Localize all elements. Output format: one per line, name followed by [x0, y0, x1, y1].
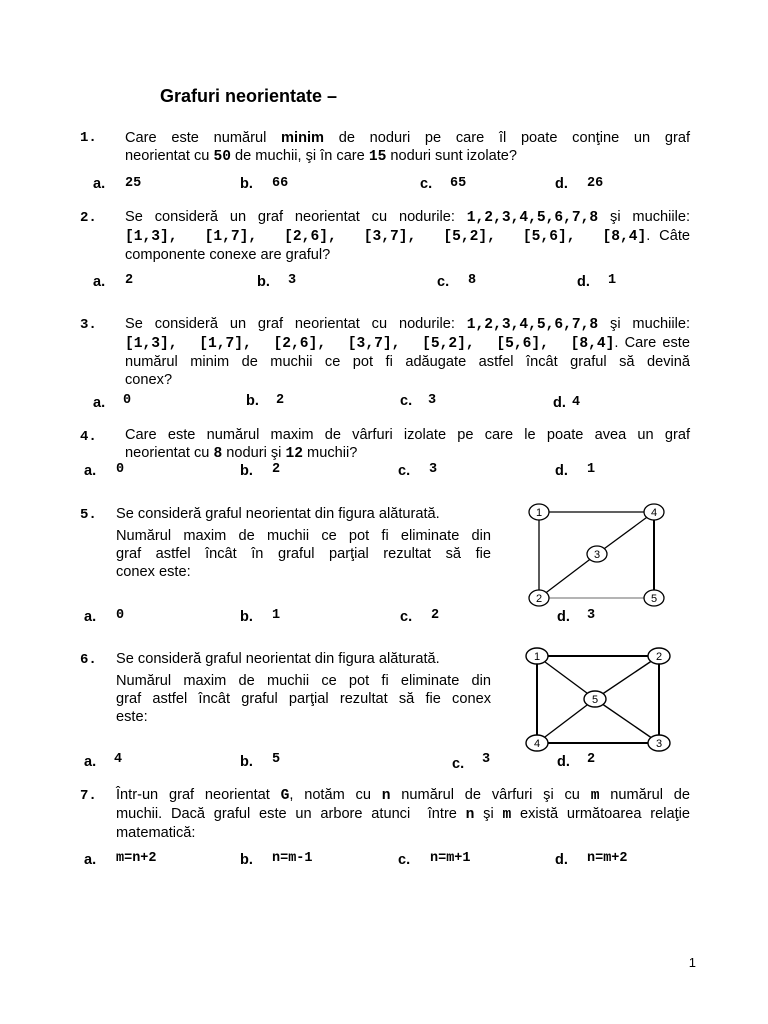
text-run: neorientat cu — [125, 148, 214, 164]
q1-option-b-value[interactable]: 66 — [272, 176, 289, 191]
q6-graph-figure — [515, 643, 685, 753]
q6-option-c-letter: c. — [452, 756, 465, 772]
q5-node-label-4: 4 — [650, 507, 658, 519]
q5-option-a-letter: a. — [84, 609, 97, 625]
question-3-line-3: numărul minim de muchii ce pot fi adăugate astfel încât graful să devină — [125, 354, 690, 370]
q5-node-label-5: 5 — [650, 593, 658, 605]
number-50: 50 — [213, 149, 231, 165]
q6-option-b-letter: b. — [240, 754, 253, 770]
q4-option-c-letter: c. — [398, 463, 411, 479]
q3-option-c-value[interactable]: 3 — [428, 393, 437, 408]
q2-option-c-value[interactable]: 8 — [468, 273, 477, 288]
q6-edge-3-5 — [595, 699, 659, 743]
q2-option-b-letter: b. — [257, 274, 270, 290]
edge-list: [1,3], [1,7], [2,6], [3,7], [5,2], [5,6], [8,4] — [125, 336, 615, 352]
question-2-line-3: componente conexe are graful? — [125, 247, 331, 263]
question-5-line-3: graf astfel încât în graful parţial rezultat să fie — [116, 546, 491, 562]
q4-option-a-value[interactable]: 0 — [116, 462, 125, 477]
q3-option-a-letter: a. — [93, 395, 106, 411]
q5-option-b-letter: b. — [240, 609, 253, 625]
q5-option-c-letter: c. — [400, 609, 413, 625]
q5-graph-figure — [520, 495, 680, 615]
q2-option-d-letter: d. — [577, 274, 590, 290]
number-8: 8 — [213, 446, 223, 462]
text-run: de muchii, şi în care — [230, 148, 369, 164]
question-5-text — [116, 505, 491, 581]
text-run: Se consideră un graf neorientat cu nodurile: — [125, 209, 467, 225]
q5-option-c-value[interactable]: 2 — [431, 608, 440, 623]
q6-option-a-value[interactable]: 4 — [114, 752, 123, 767]
q5-edge-4-3 — [597, 512, 654, 554]
q7-option-d-value[interactable]: n=m+2 — [587, 851, 628, 866]
question-4-number: 4. — [80, 429, 97, 445]
q1-option-a-value[interactable]: 25 — [125, 176, 142, 191]
text-run: noduri şi — [222, 445, 286, 461]
question-3-text — [125, 315, 690, 389]
q7-option-c-letter: c. — [398, 852, 411, 868]
question-2-text — [125, 208, 690, 264]
q6-edge-1-5 — [537, 656, 595, 699]
question-1-number: 1. — [80, 130, 97, 146]
question-7-line-3: matematică: — [116, 825, 196, 841]
var-m: m — [590, 788, 600, 804]
text-run: neorientat cu — [125, 445, 214, 461]
q1-option-a-letter: a. — [93, 176, 106, 192]
text-run: , notăm cu — [289, 787, 382, 803]
q3-option-b-value[interactable]: 2 — [276, 393, 285, 408]
number-12: 12 — [285, 446, 303, 462]
question-7-line-1 — [116, 786, 690, 805]
question-6-line-1: Se consideră graful neorientat din figura alăturată. — [116, 651, 440, 667]
q4-option-d-value[interactable]: 1 — [587, 462, 596, 477]
q2-option-d-value[interactable]: 1 — [608, 273, 617, 288]
question-3-line-4: conex? — [125, 372, 173, 388]
q6-option-d-value[interactable]: 2 — [587, 752, 596, 767]
question-6-text — [116, 650, 491, 726]
page-number: 1 — [688, 955, 696, 970]
q2-option-c-letter: c. — [437, 274, 450, 290]
q6-option-d-letter: d. — [557, 754, 570, 770]
question-6-line-3: graf astfel încât graful parţial rezultat să fie conex — [116, 691, 491, 707]
q3-option-d-letter: d. — [553, 395, 566, 411]
text-run: de noduri pe care îl poate conţine un graf — [324, 130, 691, 146]
page-title: Grafuri neorientate – — [160, 86, 338, 106]
q6-node-label-2: 2 — [655, 651, 663, 663]
q3-option-d-value[interactable]: 4 — [572, 395, 581, 410]
text-run: numărul de vârfuri şi cu — [390, 787, 591, 803]
question-3-line-2 — [125, 334, 690, 353]
q3-option-b-letter: b. — [246, 393, 259, 409]
q1-option-d-letter: d. — [555, 176, 568, 192]
text-run: noduri sunt izolate? — [386, 148, 517, 164]
question-1-line-2 — [125, 147, 690, 166]
emphasis-minim: minim — [281, 130, 325, 146]
q5-node-label-3: 3 — [593, 549, 601, 561]
q6-node-label-1: 1 — [533, 651, 541, 663]
q2-option-a-value[interactable]: 2 — [125, 273, 134, 288]
text-run: şi muchiile: — [598, 316, 691, 332]
q6-node-label-5: 5 — [591, 694, 599, 706]
question-4-text — [125, 426, 690, 463]
node-list: 1,2,3,4,5,6,7,8 — [466, 317, 599, 333]
q5-node-label-1: 1 — [535, 507, 543, 519]
q4-option-d-letter: d. — [555, 463, 568, 479]
question-4-line-2 — [125, 444, 690, 463]
q6-option-b-value[interactable]: 5 — [272, 752, 281, 767]
question-3-line-1 — [125, 315, 690, 334]
var-g: G — [280, 788, 290, 804]
text-run: muchii. Dacă graful este un arbore atunci între — [116, 806, 466, 822]
question-6-line-4: este: — [116, 709, 148, 725]
q3-option-c-letter: c. — [400, 393, 413, 409]
q7-option-a-value[interactable]: m=n+2 — [116, 851, 157, 866]
q7-option-a-letter: a. — [84, 852, 97, 868]
var-n: n — [381, 788, 391, 804]
text-run: . Câte — [646, 228, 690, 244]
text-run: numărul de — [599, 787, 690, 803]
q2-option-b-value[interactable]: 3 — [288, 273, 297, 288]
q7-option-b-value[interactable]: n=m-1 — [272, 851, 313, 866]
text-run: există următoarea relaţie — [511, 806, 690, 822]
text-run: Într-un graf neorientat — [116, 787, 281, 803]
q1-option-c-letter: c. — [420, 176, 433, 192]
q1-option-d-value[interactable]: 26 — [587, 176, 604, 191]
var-m: m — [502, 807, 512, 823]
text-run: muchii? — [303, 445, 358, 461]
q5-option-d-value[interactable]: 3 — [587, 608, 596, 623]
text-run: şi — [474, 806, 503, 822]
q5-option-b-value[interactable]: 1 — [272, 608, 281, 623]
question-7-text — [116, 786, 690, 842]
question-7-number: 7. — [80, 788, 97, 804]
q3-option-a-value[interactable]: 0 — [123, 393, 132, 408]
q4-option-b-value[interactable]: 2 — [272, 462, 281, 477]
question-3-number: 3. — [80, 317, 97, 333]
question-6-number: 6. — [80, 652, 97, 668]
q5-node-label-2: 2 — [535, 593, 543, 605]
question-2-line-2 — [125, 227, 690, 246]
q2-option-a-letter: a. — [93, 274, 106, 290]
question-2-number: 2. — [80, 210, 97, 226]
q4-option-c-value[interactable]: 3 — [429, 462, 438, 477]
q6-edge-4-5 — [537, 699, 595, 743]
text-run: . Care este — [614, 335, 690, 351]
question-4-line-1: Care este numărul maxim de vârfuri izolate pe care le poate avea un graf — [125, 427, 690, 443]
question-7-line-2 — [116, 805, 690, 824]
question-1-line-1 — [125, 129, 690, 147]
q5-edge-3-2 — [539, 554, 597, 598]
q6-node-label-3: 3 — [655, 738, 663, 750]
var-n: n — [465, 807, 475, 823]
question-5-line-4: conex este: — [116, 564, 191, 580]
q6-edge-2-5 — [595, 656, 659, 699]
q4-option-b-letter: b. — [240, 463, 253, 479]
text-run: Se consideră un graf neorientat cu nodurile: — [125, 316, 467, 332]
question-6-line-2: Numărul maxim de muchii ce pot fi eliminate din — [116, 673, 491, 689]
q5-option-d-letter: d. — [557, 609, 570, 625]
q6-option-a-letter: a. — [84, 754, 97, 770]
edge-list: [1,3], [1,7], [2,6], [3,7], [5,2], [5,6], [8,4] — [125, 229, 647, 245]
q7-option-b-letter: b. — [240, 852, 253, 868]
text-run: şi muchiile: — [598, 209, 691, 225]
q6-node-label-4: 4 — [533, 738, 541, 750]
question-5-line-1: Se consideră graful neorientat din figura alăturată. — [116, 506, 440, 522]
q7-option-d-letter: d. — [555, 852, 568, 868]
question-2-line-1 — [125, 208, 690, 227]
q4-option-a-letter: a. — [84, 463, 97, 479]
node-list: 1,2,3,4,5,6,7,8 — [466, 210, 599, 226]
question-5-number: 5. — [80, 507, 97, 523]
q7-option-c-value[interactable]: n=m+1 — [430, 851, 471, 866]
text-run: Care este numărul — [125, 130, 282, 146]
q6-option-c-value[interactable]: 3 — [482, 752, 491, 767]
q5-option-a-value[interactable]: 0 — [116, 608, 125, 623]
q1-option-b-letter: b. — [240, 176, 253, 192]
number-15: 15 — [368, 149, 387, 165]
question-5-line-2: Numărul maxim de muchii ce pot fi eliminate din — [116, 528, 491, 544]
question-1-text — [125, 129, 690, 166]
q1-option-c-value[interactable]: 65 — [450, 176, 467, 191]
